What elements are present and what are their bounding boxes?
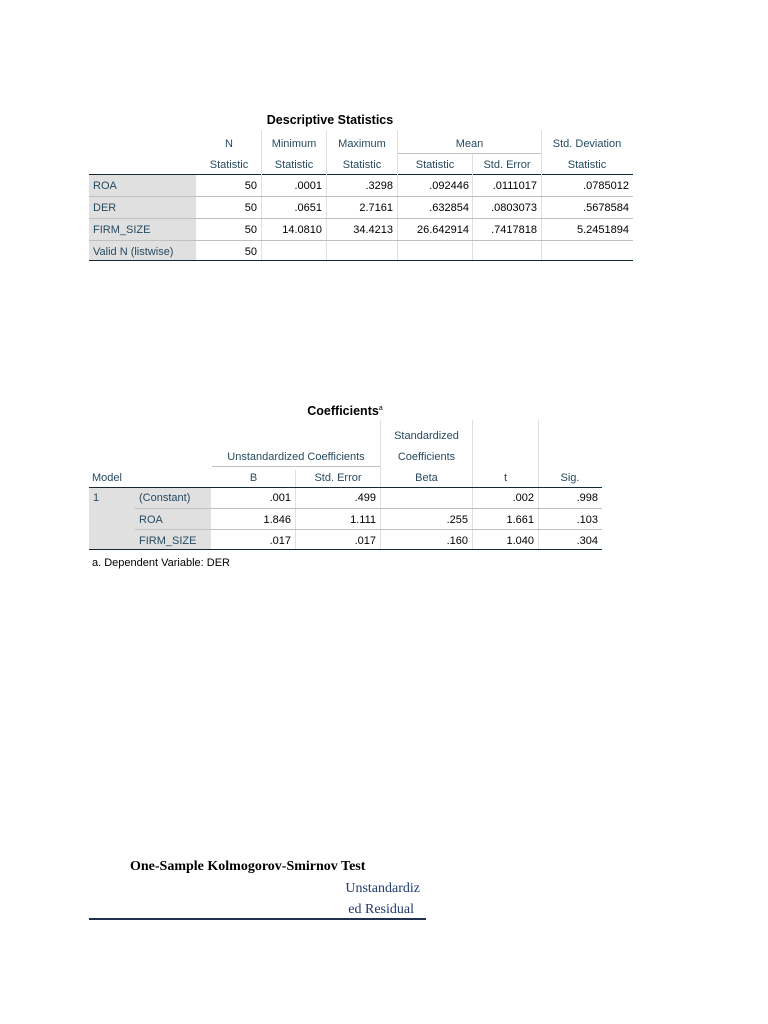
header-t: t	[503, 472, 508, 484]
row-label-der: DER	[93, 202, 117, 214]
header-beta: Beta	[415, 472, 438, 484]
cell-value: .017	[269, 535, 291, 547]
cell-value: .103	[576, 514, 598, 526]
header-unstandardized: Unstandardized Coefficients	[227, 451, 365, 463]
cell-value: .304	[576, 535, 598, 547]
row-label-roa: ROA	[139, 514, 163, 526]
header-mean: Mean	[455, 138, 484, 150]
cell-value: .0651	[294, 202, 322, 214]
row-label-valid-n: Valid N (listwise)	[93, 246, 174, 258]
header-std-deviation: Std. Deviation	[552, 138, 622, 150]
coefficients-title-text: Coefficients	[307, 404, 379, 418]
row-rule	[135, 508, 602, 509]
row-label-constant: (Constant)	[139, 492, 191, 504]
cell-value: 2.7161	[359, 202, 393, 214]
cell-value: 26.642914	[417, 224, 469, 236]
row-rule	[89, 196, 633, 197]
table-bottom-rule	[89, 549, 602, 550]
cell-value: 1.846	[263, 514, 291, 526]
cell-value: .7417818	[491, 224, 537, 236]
coefficients-title	[245, 404, 445, 418]
header-minimum: Minimum	[271, 138, 317, 150]
cell-value: .3298	[365, 180, 393, 192]
row-rule	[135, 529, 602, 530]
coefficients-title-footnote-mark: a	[378, 404, 383, 412]
header-b: B	[249, 472, 258, 484]
cell-value: .255	[446, 514, 468, 526]
cell-value: 50	[244, 202, 257, 214]
cell-value: 1.661	[506, 514, 534, 526]
cell-value: .017	[354, 535, 376, 547]
subheader-mean-std-error: Std. Error	[483, 159, 531, 171]
cell-value: .001	[269, 492, 291, 504]
ks-header-line-1: Unstandardiz	[345, 881, 420, 896]
coefficients-footnote: a. Dependent Variable: DER	[92, 557, 230, 569]
unstandardized-group-rule	[212, 466, 380, 467]
cell-value: .160	[446, 535, 468, 547]
subheader-mean-statistic: Statistic	[415, 159, 455, 171]
header-sig: Sig.	[560, 472, 580, 484]
cell-value: 34.4213	[353, 224, 393, 236]
row-rule	[89, 218, 633, 219]
header-std-error: Std. Error	[314, 472, 362, 484]
cell-value: 5.2451894	[577, 224, 629, 236]
row-label-firm-size: FIRM_SIZE	[139, 535, 197, 547]
ks-header-line-2: ed Residual	[348, 902, 414, 917]
column-rule	[538, 420, 539, 550]
header-model: Model	[92, 472, 122, 484]
cell-value: .0785012	[583, 180, 629, 192]
ks-test-title: One-Sample Kolmogorov-Smirnov Test	[130, 859, 366, 874]
cell-value: .0111017	[492, 180, 537, 192]
row-rule	[89, 240, 633, 241]
cell-value: 50	[244, 180, 257, 192]
row-label-firm-size: FIRM_SIZE	[93, 224, 151, 236]
table-bottom-rule	[89, 260, 633, 261]
header-n: N	[225, 138, 233, 150]
ks-header-rule	[89, 918, 426, 920]
cell-value: .0803073	[491, 202, 537, 214]
column-rule	[472, 420, 473, 550]
model-number: 1	[93, 492, 100, 504]
cell-value: 1.111	[350, 514, 376, 526]
cell-value: .998	[576, 492, 598, 504]
cell-value: 1.040	[506, 535, 534, 547]
header-standardized-coefficients: Coefficients	[397, 451, 456, 463]
row-label-roa: ROA	[93, 180, 117, 192]
cell-value: 50	[244, 246, 257, 258]
subheader-min-statistic: Statistic	[274, 159, 314, 171]
cell-value: .0001	[294, 180, 322, 192]
cell-value: .5678584	[583, 202, 629, 214]
cell-value: .092446	[429, 180, 469, 192]
header-standardized: Standardized	[394, 430, 459, 442]
cell-value: .499	[354, 492, 376, 504]
descriptive-title: Descriptive Statistics	[266, 113, 394, 127]
cell-value: .002	[512, 492, 534, 504]
subheader-n-statistic: Statistic	[209, 159, 249, 171]
cell-value: 50	[244, 224, 257, 236]
mean-group-rule	[398, 153, 541, 154]
header-maximum: Maximum	[338, 138, 386, 150]
cell-value: .632854	[429, 202, 469, 214]
subheader-sd-statistic: Statistic	[567, 159, 607, 171]
subheader-max-statistic: Statistic	[342, 159, 382, 171]
cell-value: 14.0810	[282, 224, 322, 236]
